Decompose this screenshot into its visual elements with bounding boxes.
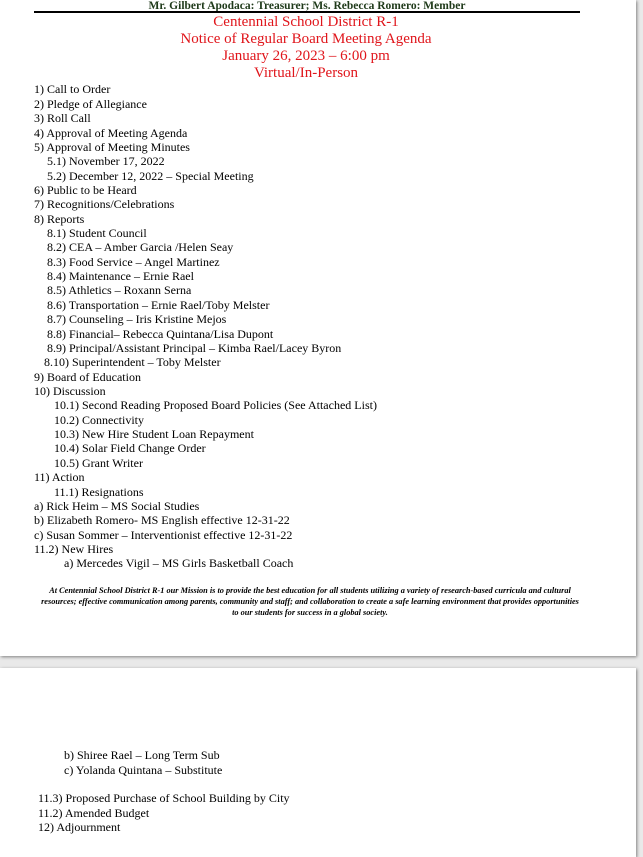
- agenda-item: 7) Recognitions/Celebrations: [34, 197, 175, 211]
- agenda-subitem: b) Elizabeth Romero- MS English effective 12-31-22: [34, 513, 290, 527]
- agenda-subitem: 8.10) Superintendent – Toby Melster: [44, 355, 221, 369]
- agenda-subitem: 10.5) Grant Writer: [54, 456, 143, 470]
- agenda-subitem: 10.2) Connectivity: [54, 413, 144, 427]
- agenda-item: 6) Public to be Heard: [34, 183, 137, 197]
- agenda-item: 4) Approval of Meeting Agenda: [34, 126, 188, 140]
- agenda-subitem: 10.1) Second Reading Proposed Board Policies (See Attached List): [54, 398, 377, 412]
- agenda-subitem: b) Shiree Rael – Long Term Sub: [64, 748, 220, 762]
- agenda-item: 5) Approval of Meeting Minutes: [34, 140, 190, 154]
- agenda-subitem: a) Rick Heim – MS Social Studies: [34, 499, 200, 513]
- agenda-subitem: 8.7) Counseling – Iris Kristine Mejos: [47, 312, 227, 326]
- meeting-mode: Virtual/In-Person: [253, 65, 359, 81]
- agenda-item: 8) Reports: [34, 212, 85, 226]
- document-page-2: [0, 668, 636, 857]
- agenda-subitem: 8.8) Financial– Rebecca Quintana/Lisa Dupont: [47, 327, 274, 341]
- agenda-item: 12) Adjournment: [38, 820, 121, 834]
- agenda-item: 11) Action: [34, 470, 85, 484]
- mission-statement: At Centennial School District R-1 our Mission is to provide the best education for all students utilizing a variety of research-based curricula and cultural resources; effective communication among parents, community and staff; and collaboration to create a safe learning environment that provides opportunities to our students for success in a global society.: [41, 586, 579, 617]
- agenda-subitem: c) Susan Sommer – Interventionist effective 12-31-22: [34, 528, 293, 542]
- district-title: Centennial School District R-1: [213, 14, 399, 30]
- agenda-subitem: 11.2) New Hires: [34, 542, 114, 556]
- meeting-date: January 26, 2023 – 6:00 pm: [222, 48, 390, 64]
- notice-title: Notice of Regular Board Meeting Agenda: [180, 31, 432, 47]
- agenda-subitem: 10.4) Solar Field Change Order: [54, 441, 206, 455]
- agenda-subitem: 8.9) Principal/Assistant Principal – Kimba Rael/Lacey Byron: [47, 341, 342, 355]
- agenda-item: 3) Roll Call: [34, 111, 91, 125]
- agenda-subitem: 8.4) Maintenance – Ernie Rael: [47, 269, 194, 283]
- agenda-item: 9) Board of Education: [34, 370, 141, 384]
- agenda-item: 1) Call to Order: [34, 82, 111, 96]
- agenda-subitem: 8.2) CEA – Amber Garcia /Helen Seay: [47, 240, 234, 254]
- agenda-subitem: 10.3) New Hire Student Loan Repayment: [54, 427, 254, 441]
- agenda-item: 2) Pledge of Allegiance: [34, 97, 147, 111]
- agenda-subitem: 11.1) Resignations: [54, 485, 144, 499]
- agenda-subitem: 8.1) Student Council: [47, 226, 147, 240]
- agenda-subitem: c) Yolanda Quintana – Substitute: [64, 763, 223, 777]
- agenda-subitem: 5.1) November 17, 2022: [47, 154, 165, 168]
- agenda-item: 10) Discussion: [34, 384, 106, 398]
- agenda-subitem: 5.2) December 12, 2022 – Special Meeting: [47, 169, 254, 183]
- agenda-subitem: 8.3) Food Service – Angel Martinez: [47, 255, 220, 269]
- agenda-subitem: 8.5) Athletics – Roxann Serna: [47, 283, 192, 297]
- agenda-subitem: 8.6) Transportation – Ernie Rael/Toby Melster: [47, 298, 270, 312]
- agenda-subitem: 11.3) Proposed Purchase of School Building by City: [38, 791, 290, 805]
- agenda-subitem: a) Mercedes Vigil – MS Girls Basketball Coach: [64, 556, 294, 570]
- board-officers-line: Mr. Gilbert Apodaca: Treasurer; Ms. Rebecca Romero: Member: [34, 0, 580, 13]
- agenda-subitem: 11.2) Amended Budget: [38, 806, 150, 820]
